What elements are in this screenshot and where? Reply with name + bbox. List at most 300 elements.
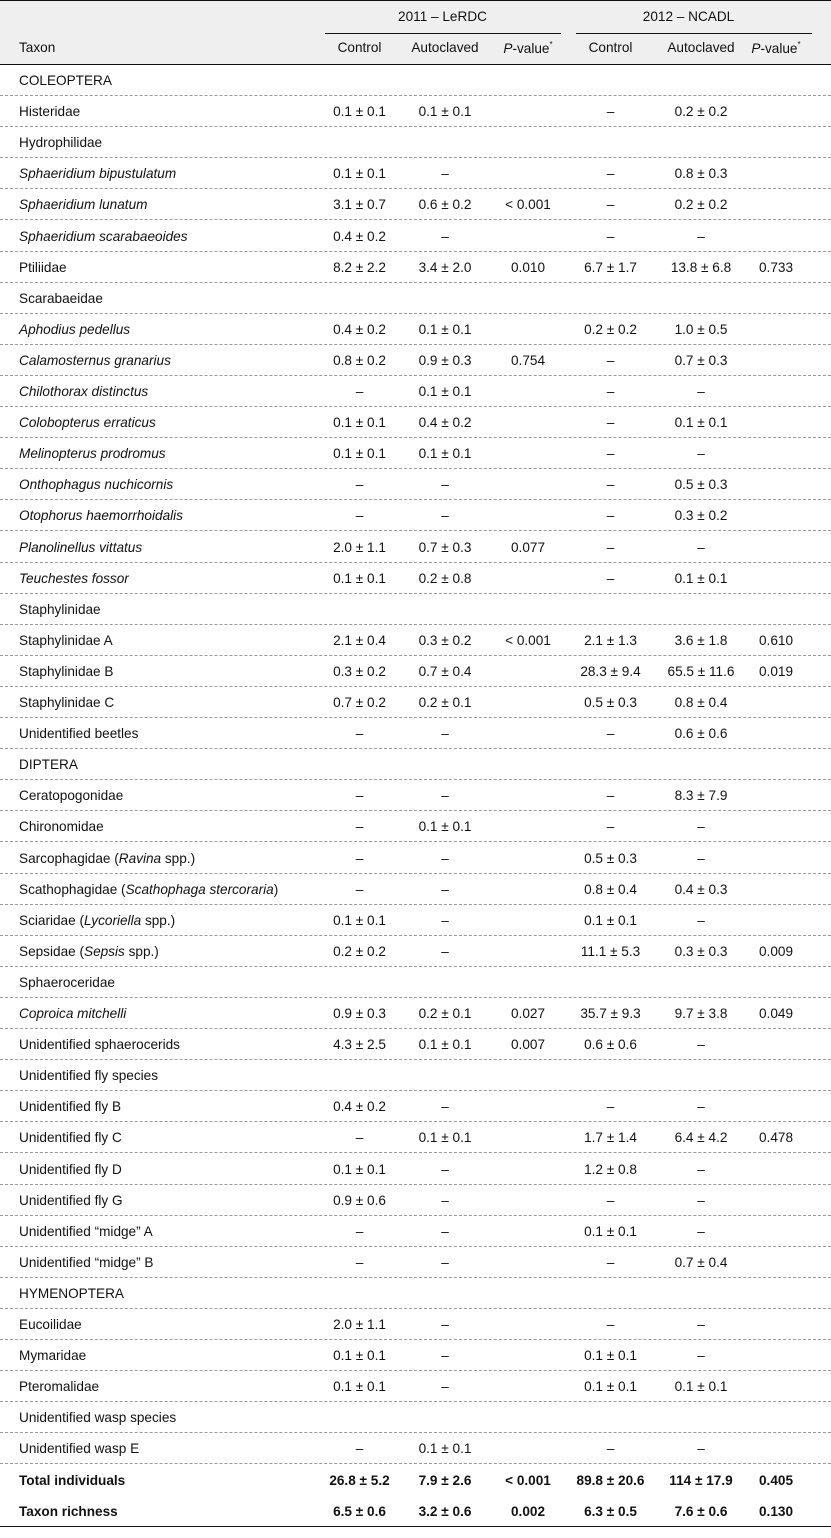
table-row	[0, 345, 831, 376]
control-2011-cell: 0.1 ± 0.1	[333, 1379, 386, 1395]
taxon-text: Sphaeridium bipustulatum	[19, 166, 177, 182]
taxon-text: Hydrophilidae	[19, 135, 103, 151]
taxon-cell	[19, 851, 195, 867]
taxon-cell	[19, 1130, 122, 1146]
control-2011-cell: 6.5 ± 0.6	[333, 1503, 386, 1519]
autoclaved-2011-cell: 0.1 ± 0.1	[418, 321, 472, 337]
taxon-text: Lycoriella	[83, 912, 142, 928]
taxon-cell	[19, 757, 78, 773]
taxon-cell	[19, 1037, 180, 1053]
autoclaved-2011-cell: 0.1 ± 0.1	[418, 384, 472, 399]
taxon-text: )	[273, 881, 279, 897]
pvalue-2011-cell: < 0.001	[505, 1472, 551, 1488]
autoclaved-2012-cell: 0.8 ± 0.4	[674, 695, 728, 710]
taxon-text: Ptiliidae	[19, 259, 67, 275]
table-row	[0, 65, 831, 96]
taxon-cell	[19, 1162, 122, 1178]
taxon-text: Histeridae	[19, 104, 81, 120]
control-2011-cell: –	[355, 1223, 364, 1239]
control-2012-cell: 0.2 ± 0.2	[584, 321, 637, 337]
autoclaved-2012-cell: –	[697, 1348, 705, 1364]
autoclaved-2012-cell: 8.3 ± 7.9	[674, 788, 728, 804]
table-row	[0, 1247, 831, 1278]
autoclaved-2012-cell: 0.2 ± 0.2	[674, 197, 728, 213]
table-row	[0, 1402, 831, 1433]
control-2012-cell: –	[606, 166, 615, 182]
taxon-text: Aphodius pedellus	[19, 321, 131, 337]
taxon-text: Taxon richness	[19, 1503, 118, 1519]
taxon-text: Colobopterus erraticus	[19, 415, 156, 431]
taxon-text: HYMENOPTERA	[19, 1285, 124, 1301]
taxon-cell	[19, 1379, 99, 1395]
control-2011-cell: 0.1 ± 0.1	[333, 912, 386, 928]
header-control-2011: Control	[337, 40, 382, 55]
autoclaved-2011-cell: 0.2 ± 0.8	[418, 570, 472, 586]
control-2011-cell: –	[355, 477, 364, 493]
control-2011-cell: 0.2 ± 0.2	[333, 943, 386, 959]
autoclaved-2011-cell: 0.1 ± 0.1	[418, 446, 472, 462]
autoclaved-2012-cell: –	[697, 539, 705, 555]
taxon-text: Scarabaeidae	[19, 290, 103, 306]
taxon-cell	[19, 1006, 126, 1022]
autoclaved-2012-cell: 7.6 ± 0.6	[674, 1503, 728, 1519]
taxon-text: Otophorus haemorrhoidalis	[19, 508, 183, 524]
control-2012-cell: –	[606, 1099, 615, 1115]
taxon-cell	[19, 1317, 82, 1333]
control-2012-cell: 89.8 ± 20.6	[576, 1472, 645, 1488]
control-2012-cell: –	[606, 788, 615, 804]
table-row	[0, 687, 831, 718]
autoclaved-2012-cell: 0.5 ± 0.3	[674, 477, 728, 493]
control-2012-cell: 0.1 ± 0.1	[584, 1379, 637, 1395]
control-2011-cell: 0.8 ± 0.2	[333, 352, 386, 368]
pvalue-2011-cell: 0.077	[510, 539, 546, 555]
control-2011-cell: –	[355, 726, 364, 742]
control-2011-cell: –	[355, 1441, 364, 1457]
control-2011-cell: 8.2 ± 2.2	[333, 259, 386, 275]
control-2012-cell: –	[606, 415, 615, 431]
taxon-text: Staphylinidae C	[19, 695, 115, 710]
table-row	[0, 532, 831, 563]
table-row	[0, 221, 831, 252]
pvalue-2012-cell: 0.405	[758, 1472, 794, 1488]
autoclaved-2012-cell: –	[697, 1223, 705, 1239]
taxon-text: Sepsis	[84, 943, 125, 959]
table-row	[0, 594, 831, 625]
control-2011-cell: 4.3 ± 2.5	[333, 1037, 386, 1053]
control-2012-cell: 6.7 ± 1.7	[584, 259, 637, 275]
control-2012-cell: –	[606, 508, 615, 524]
taxon-cell	[19, 1410, 176, 1426]
control-2012-cell: 0.5 ± 0.3	[584, 695, 637, 710]
control-2012-cell: 0.1 ± 0.1	[584, 1223, 637, 1239]
control-2012-cell: –	[606, 819, 615, 835]
autoclaved-2011-cell: –	[441, 1254, 449, 1270]
autoclaved-2011-cell: –	[441, 1379, 449, 1395]
taxon-cell	[19, 446, 166, 462]
taxon-text: spp.)	[124, 943, 159, 959]
pvalue-2012-cell: 0.478	[758, 1130, 794, 1146]
taxon-cell	[19, 1441, 139, 1457]
control-2012-cell: 6.3 ± 0.5	[584, 1503, 637, 1519]
autoclaved-2011-cell: 0.9 ± 0.3	[418, 352, 472, 368]
taxon-text: Chironomidae	[19, 819, 104, 835]
control-2011-cell: 2.0 ± 1.1	[333, 1317, 386, 1332]
table-row	[0, 718, 831, 749]
autoclaved-2012-cell: –	[697, 1037, 705, 1053]
taxon-text: Sphaeroceridae	[19, 974, 115, 990]
taxon-text: Staphylinidae A	[19, 632, 113, 648]
pvalue-2012-cell: 0.130	[758, 1503, 794, 1519]
table-row	[0, 1340, 831, 1371]
taxon-cell	[19, 540, 142, 556]
header-pvalue-2011: P-value*	[503, 40, 553, 56]
taxon-text: Unidentified beetles	[19, 726, 139, 742]
taxon-cell	[19, 384, 148, 400]
control-2011-cell: –	[355, 819, 364, 835]
table-row	[0, 749, 831, 780]
taxon-text: Sepsidae (	[19, 943, 84, 959]
table-row	[0, 469, 831, 500]
control-2012-cell: –	[606, 726, 615, 742]
control-2012-cell: 35.7 ± 9.3	[580, 1006, 641, 1021]
table-row	[0, 905, 831, 936]
table-row	[0, 1091, 831, 1122]
control-2011-cell: –	[355, 1254, 364, 1270]
autoclaved-2011-cell: –	[441, 228, 449, 244]
taxon-cell	[19, 1193, 123, 1209]
control-2011-cell: 0.1 ± 0.1	[333, 1348, 386, 1364]
autoclaved-2012-cell: 0.3 ± 0.2	[674, 508, 728, 524]
control-2012-cell: 0.6 ± 0.6	[584, 1037, 637, 1053]
pvalue-2012-cell: 0.009	[758, 943, 794, 959]
taxon-cell	[19, 1504, 118, 1520]
pvalue-2012-cell: 0.019	[758, 663, 794, 679]
autoclaved-2011-cell: –	[441, 1192, 449, 1208]
group-header-2011: 2011 – LeRDC	[398, 9, 487, 24]
table-row	[0, 874, 831, 905]
taxon-cell	[19, 291, 103, 307]
table-row	[0, 1185, 831, 1216]
group-rule-2012	[576, 33, 812, 34]
autoclaved-2011-cell: –	[441, 788, 449, 804]
control-2012-cell: –	[606, 1254, 615, 1270]
taxon-cell	[19, 726, 138, 742]
control-2011-cell: 26.8 ± 5.2	[329, 1472, 390, 1488]
control-2012-cell: –	[606, 570, 615, 586]
taxon-text: spp.)	[141, 912, 176, 928]
taxon-cell	[19, 1348, 86, 1364]
taxon-text: Unidentified fly G	[19, 1192, 123, 1208]
control-2011-cell: 0.1 ± 0.1	[333, 446, 386, 462]
table-row	[0, 1216, 831, 1247]
pvalue-2011-cell: 0.007	[510, 1037, 546, 1053]
taxon-cell	[19, 975, 115, 991]
control-2011-cell: –	[355, 881, 364, 897]
table-row	[0, 780, 831, 811]
autoclaved-2012-cell: –	[697, 1099, 705, 1115]
autoclaved-2012-cell: –	[697, 228, 705, 244]
autoclaved-2011-cell: –	[441, 166, 449, 182]
taxon-cell	[19, 415, 156, 431]
autoclaved-2012-cell: –	[697, 912, 705, 928]
autoclaved-2012-cell: 3.6 ± 1.8	[674, 632, 728, 648]
control-2012-cell: 1.7 ± 1.4	[584, 1130, 637, 1146]
control-2012-cell: –	[606, 197, 615, 213]
control-2011-cell: 0.1 ± 0.1	[333, 104, 386, 120]
autoclaved-2012-cell: 6.4 ± 4.2	[674, 1130, 728, 1146]
control-2011-cell: 0.4 ± 0.2	[333, 321, 386, 337]
table-row	[0, 1278, 831, 1309]
pvalue-2011-cell: 0.002	[510, 1503, 546, 1519]
pvalue-2011-cell: 0.010	[510, 259, 546, 275]
table-row	[0, 438, 831, 469]
control-2012-cell: 11.1 ± 5.3	[580, 943, 641, 959]
taxon-text: Unidentified fly B	[19, 1099, 122, 1115]
control-2011-cell: 0.4 ± 0.2	[333, 1099, 386, 1115]
autoclaved-2012-cell: –	[697, 819, 705, 835]
table-row	[0, 998, 831, 1029]
taxon-cell	[19, 695, 114, 711]
table-row	[0, 1029, 831, 1060]
taxon-cell	[19, 322, 130, 338]
control-2011-cell: 2.0 ± 1.1	[333, 539, 386, 555]
taxon-text: Chilothorax distinctus	[19, 384, 149, 399]
taxon-text: Sarcophagidae (	[19, 850, 119, 866]
taxon-cell	[19, 819, 104, 835]
autoclaved-2012-cell: 0.3 ± 0.3	[674, 943, 728, 959]
autoclaved-2012-cell: 1.0 ± 0.5	[674, 321, 728, 337]
control-2012-cell: –	[606, 104, 615, 120]
taxon-text: Unidentified wasp E	[19, 1441, 140, 1457]
autoclaved-2012-cell: –	[697, 384, 705, 399]
taxon-cell	[19, 73, 112, 89]
taxon-cell	[19, 508, 183, 524]
autoclaved-2011-cell: –	[441, 912, 449, 928]
pvalue-2012-cell: 0.049	[758, 1006, 794, 1021]
pvalue-2012-cell: 0.733	[758, 259, 794, 275]
table-row	[0, 1433, 831, 1464]
taxon-cell	[19, 260, 67, 276]
autoclaved-2012-cell: –	[697, 1192, 705, 1208]
autoclaved-2012-cell: –	[697, 1317, 705, 1332]
taxon-text: Staphylinidae	[19, 601, 101, 617]
taxon-cell	[19, 602, 101, 618]
control-2011-cell: 2.1 ± 0.4	[333, 632, 386, 648]
autoclaved-2012-cell: 0.2 ± 0.2	[674, 104, 728, 120]
taxon-text: Mymaridae	[19, 1348, 87, 1364]
taxon-text: Melinopterus prodromus	[19, 446, 166, 462]
table-row	[0, 252, 831, 283]
taxon-cell	[19, 788, 123, 804]
autoclaved-2011-cell: 0.2 ± 0.1	[418, 1006, 472, 1021]
control-2012-cell: 1.2 ± 0.8	[584, 1161, 637, 1177]
control-2011-cell: 0.9 ± 0.3	[333, 1006, 386, 1021]
taxon-text: Unidentified “midge” B	[19, 1254, 154, 1270]
autoclaved-2012-cell: 0.1 ± 0.1	[674, 415, 728, 431]
taxon-text: Teuchestes fossor	[19, 570, 129, 586]
control-2011-cell: 0.1 ± 0.1	[333, 166, 386, 182]
control-2012-cell: –	[606, 228, 615, 244]
taxon-cell	[19, 1255, 154, 1271]
taxon-text: Ceratopogonidae	[19, 788, 124, 804]
taxon-cell	[19, 1068, 158, 1084]
autoclaved-2011-cell: 0.1 ± 0.1	[418, 819, 472, 835]
autoclaved-2011-cell: –	[441, 1223, 449, 1239]
table-row	[0, 1496, 831, 1527]
control-2012-cell: –	[606, 446, 615, 462]
control-2011-cell: 0.7 ± 0.2	[333, 695, 386, 710]
header-taxon: Taxon	[19, 40, 56, 55]
autoclaved-2012-cell: 0.8 ± 0.3	[674, 166, 728, 182]
autoclaved-2012-cell: –	[697, 850, 705, 866]
table-row	[0, 127, 831, 158]
taxon-text: Coproica mitchelli	[19, 1006, 127, 1021]
autoclaved-2011-cell: 0.7 ± 0.3	[418, 539, 472, 555]
taxon-cell	[19, 135, 102, 151]
autoclaved-2011-cell: 0.2 ± 0.1	[418, 695, 472, 710]
taxon-cell	[19, 1099, 121, 1115]
table-row	[0, 1465, 831, 1496]
autoclaved-2012-cell: 0.4 ± 0.3	[674, 881, 728, 897]
autoclaved-2012-cell: 9.7 ± 3.8	[674, 1006, 728, 1021]
autoclaved-2012-cell: –	[697, 1161, 705, 1177]
table-row	[0, 1154, 831, 1185]
taxon-text: Scathophagidae (	[19, 881, 126, 897]
control-2011-cell: 0.1 ± 0.1	[333, 570, 386, 586]
taxon-cell	[19, 353, 171, 369]
taxon-cell	[19, 664, 113, 680]
taxon-cell	[19, 882, 278, 898]
taxon-cell	[19, 1224, 153, 1240]
taxon-text: Eucoilidae	[19, 1317, 82, 1332]
control-2012-cell: 0.1 ± 0.1	[584, 912, 637, 928]
control-2012-cell: 2.1 ± 1.3	[584, 632, 637, 648]
autoclaved-2012-cell: 13.8 ± 6.8	[670, 259, 732, 275]
taxon-text: Sphaeridium scarabaeoides	[19, 228, 188, 244]
pvalue-2011-cell: < 0.001	[505, 197, 551, 213]
header-autoclaved-2011: Autoclaved	[411, 40, 479, 55]
control-2011-cell: –	[355, 788, 364, 804]
autoclaved-2011-cell: –	[441, 943, 449, 959]
table-row	[0, 1060, 831, 1091]
autoclaved-2011-cell: 0.1 ± 0.1	[418, 1037, 472, 1053]
taxon-text: Ravina	[118, 850, 162, 866]
table-row	[0, 189, 831, 220]
autoclaved-2011-cell: –	[441, 850, 449, 866]
autoclaved-2011-cell: –	[441, 508, 449, 524]
table-row	[0, 843, 831, 874]
taxon-text: Unidentified wasp species	[19, 1410, 177, 1426]
taxon-cell	[19, 104, 80, 120]
table-row	[0, 936, 831, 967]
control-2011-cell: 0.9 ± 0.6	[333, 1192, 386, 1208]
taxon-text: Sciaridae (	[19, 912, 84, 928]
autoclaved-2011-cell: –	[441, 1317, 449, 1332]
control-2012-cell: –	[606, 352, 615, 368]
taxon-text: Calamosternus granarius	[19, 352, 171, 368]
autoclaved-2011-cell: 0.1 ± 0.1	[418, 1441, 472, 1457]
taxon-text: Unidentified sphaerocerids	[19, 1037, 180, 1053]
autoclaved-2012-cell: –	[697, 1441, 705, 1457]
table-row	[0, 811, 831, 842]
autoclaved-2012-cell: 0.1 ± 0.1	[674, 570, 728, 586]
autoclaved-2012-cell: –	[697, 446, 705, 462]
taxon-cell	[19, 913, 175, 929]
autoclaved-2012-cell: 0.6 ± 0.6	[674, 726, 728, 742]
table-row	[0, 96, 831, 127]
taxon-text: Planolinellus vittatus	[19, 539, 143, 555]
table-row	[0, 967, 831, 998]
control-2012-cell: –	[606, 384, 615, 399]
autoclaved-2011-cell: 0.3 ± 0.2	[418, 632, 472, 648]
autoclaved-2011-cell: 7.9 ± 2.6	[418, 1472, 472, 1488]
autoclaved-2011-cell: –	[441, 1161, 449, 1177]
control-2011-cell: 0.1 ± 0.1	[333, 1161, 386, 1177]
taxon-cell	[19, 166, 176, 182]
table-row	[0, 656, 831, 687]
taxon-text: Scathophaga stercoraria	[125, 881, 274, 897]
control-2012-cell: 0.5 ± 0.3	[584, 850, 637, 866]
control-2012-cell: 0.1 ± 0.1	[584, 1348, 637, 1364]
autoclaved-2011-cell: –	[441, 1348, 449, 1364]
control-2012-cell: –	[606, 1317, 615, 1332]
pvalue-2012-cell: 0.610	[758, 632, 794, 648]
table-row	[0, 158, 831, 189]
table-row	[0, 500, 831, 531]
control-2011-cell: –	[355, 508, 364, 524]
taxon-cell	[19, 633, 113, 649]
table-row	[0, 563, 831, 594]
taxon-text: Unidentified “midge” A	[19, 1223, 153, 1239]
autoclaved-2012-cell: 114 ± 17.9	[669, 1472, 733, 1488]
taxon-text: Pteromalidae	[19, 1379, 100, 1395]
table-row	[0, 1309, 831, 1340]
table-row	[0, 1371, 831, 1402]
autoclaved-2011-cell: 0.4 ± 0.2	[418, 415, 472, 431]
control-2011-cell: 0.1 ± 0.1	[333, 415, 386, 431]
autoclaved-2011-cell: 3.2 ± 0.6	[418, 1503, 472, 1519]
taxon-text: Onthophagus nuchicornis	[19, 477, 174, 493]
taxon-text: COLEOPTERA	[19, 73, 112, 88]
autoclaved-2011-cell: 0.7 ± 0.4	[418, 663, 472, 679]
pvalue-2011-cell: 0.754	[510, 352, 546, 368]
autoclaved-2011-cell: –	[441, 1099, 449, 1115]
autoclaved-2011-cell: 0.1 ± 0.1	[418, 104, 472, 120]
autoclaved-2012-cell: 0.1 ± 0.1	[674, 1379, 728, 1395]
autoclaved-2011-cell: –	[441, 726, 449, 742]
taxon-cell	[19, 477, 173, 493]
control-2012-cell: 0.8 ± 0.4	[584, 881, 637, 897]
taxon-cell	[19, 1473, 125, 1489]
pvalue-2011-cell: < 0.001	[505, 632, 551, 648]
autoclaved-2011-cell: 0.1 ± 0.1	[418, 1130, 472, 1146]
taxon-text: Unidentified fly D	[19, 1161, 122, 1177]
control-2012-cell: –	[606, 1441, 615, 1457]
autoclaved-2012-cell: 0.7 ± 0.3	[674, 352, 728, 368]
control-2012-cell: 28.3 ± 9.4	[580, 663, 641, 679]
taxon-cell	[19, 571, 129, 587]
control-2012-cell: –	[606, 1192, 615, 1208]
taxon-text: Total individuals	[19, 1472, 126, 1488]
taxon-cell	[19, 944, 159, 960]
autoclaved-2012-cell: 0.7 ± 0.4	[674, 1254, 728, 1270]
control-2011-cell: –	[355, 850, 364, 866]
table-row	[0, 283, 831, 314]
taxon-text: Staphylinidae B	[19, 663, 114, 679]
header-autoclaved-2012: Autoclaved	[667, 40, 735, 55]
control-2011-cell: 0.3 ± 0.2	[333, 663, 386, 679]
